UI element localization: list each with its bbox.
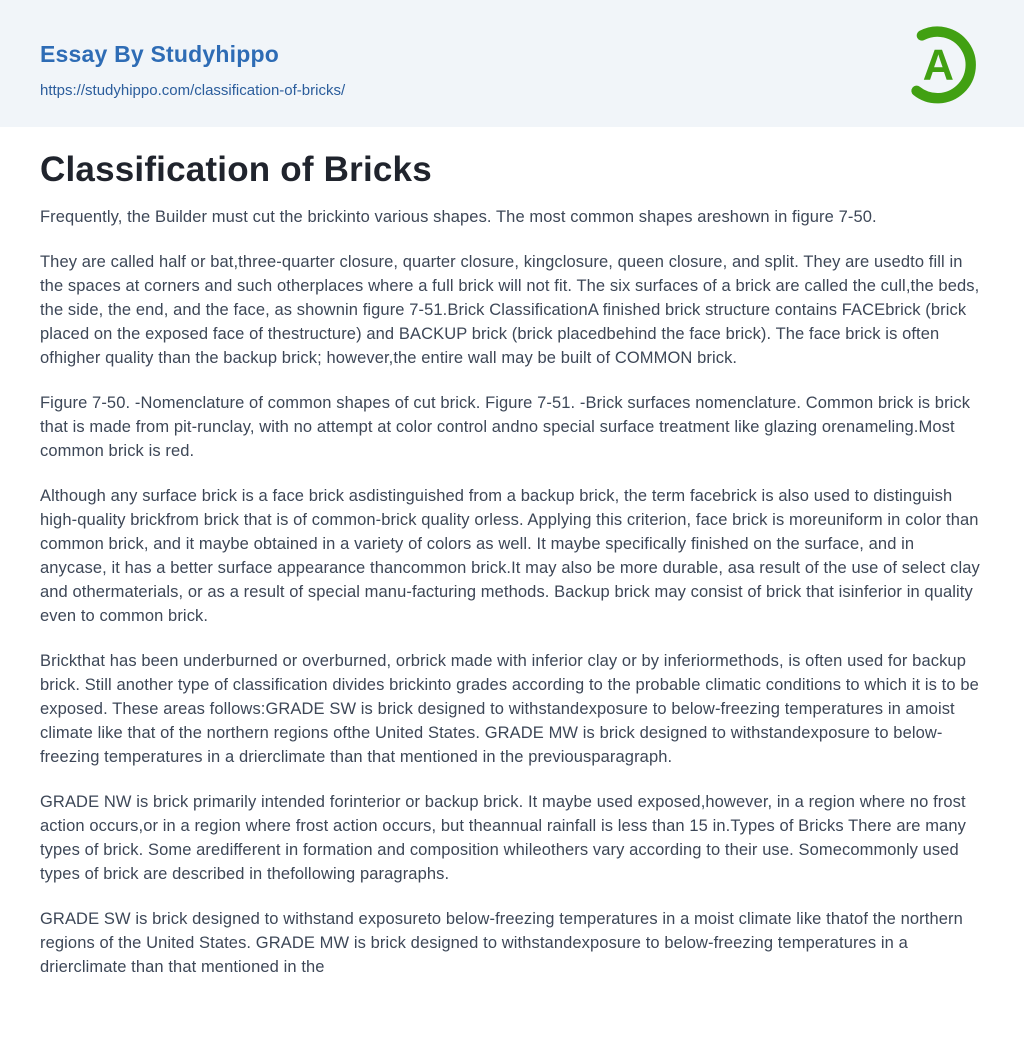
brand-title: Essay By Studyhippo [40, 41, 279, 67]
studyhippo-logo-icon [897, 18, 987, 110]
page-title: Classification of Bricks [40, 150, 432, 189]
article-main [0, 149, 1024, 979]
article-paragraph: GRADE NW is brick primarily intended forinterior or backup brick. It maybe used exposed,however, in a region where no frost action occurs,or in a region where frost action occurs, but theannual rainfall is less than 15 in.Types of Bricks There are many types of brick. Some aredifferent in formation and composition whileothers vary according to their use. Somecommonly used types of brick are described in thefollowing paragraphs. [40, 793, 966, 883]
logo-letter: A [922, 41, 955, 90]
article-paragraph: GRADE SW is brick designed to withstand exposureto below-freezing temperatures in a moist climate like thatof the northern regions of the United States. GRADE MW is brick designed to withstandexposure to below-freezing temperatures in a drierclimate than that mentioned in the [40, 910, 963, 976]
article-paragraph: Although any surface brick is a face brick asdistinguished from a backup brick, the term facebrick is also used to distinguish high-quality brickfrom brick that is of common-brick quality orless. Applying this criterion, face brick is moreuniform in color than common brick, and it maybe obtained in a variety of colors as well. It maybe specifically finished on the surface, and in anycase, it has a better surface appearance thancommon brick.It may also be more durable, asa result of the use of select clay and othermaterials, or as a result of special manu-facturing methods. Backup brick may consist of brick that isinferior in quality even to common brick. [40, 487, 980, 625]
article-paragraph: Frequently, the Builder must cut the brickinto various shapes. The most common shapes areshown in figure 7-50. [40, 208, 877, 226]
article-paragraph: They are called half or bat,three-quarter closure, quarter closure, kingclosure, queen closure, and split. They are usedto fill in the spaces at corners and such otherplaces where a full brick will not fit. The six surfaces of a brick are called the cull,the beds, the side, the end, and the face, as shownin figure 7-51.Brick ClassificationA finished brick structure contains FACEbrick (brick placed on the exposed face of thestructure) and BACKUP brick (brick placedbehind the face brick). The face brick is often ofhigher quality than the backup brick; however,the entire wall may be built of COMMON brick. [40, 253, 980, 367]
article-body [40, 205, 984, 979]
article-paragraph: Brickthat has been underburned or overburned, orbrick made with inferior clay or by inferiormethods, is often used for backup brick. Still another type of classification divides brickinto grades according to the probable climatic conditions to which it is to be exposed. These areas follows:GRADE SW is brick designed to withstandexposure to below-freezing temperatures in amoist climate like that of the northern regions ofthe United States. GRADE MW is brick designed to withstandexposure to below-freezing temperatures in a drierclimate than that mentioned in the previousparagraph. [40, 652, 979, 766]
article-paragraph: Figure 7-50. -Nomenclature of common shapes of cut brick. Figure 7-51. -Brick surfaces nomenclature. Common brick is brick that is made from pit-runclay, with no attempt at color control andno special surface treatment like glazing orenameling.Most common brick is red. [40, 394, 971, 460]
page-header [0, 0, 1024, 127]
header-text-block [40, 0, 345, 100]
source-url-link[interactable]: https://studyhippo.com/classification-of-bricks/ [40, 82, 346, 100]
